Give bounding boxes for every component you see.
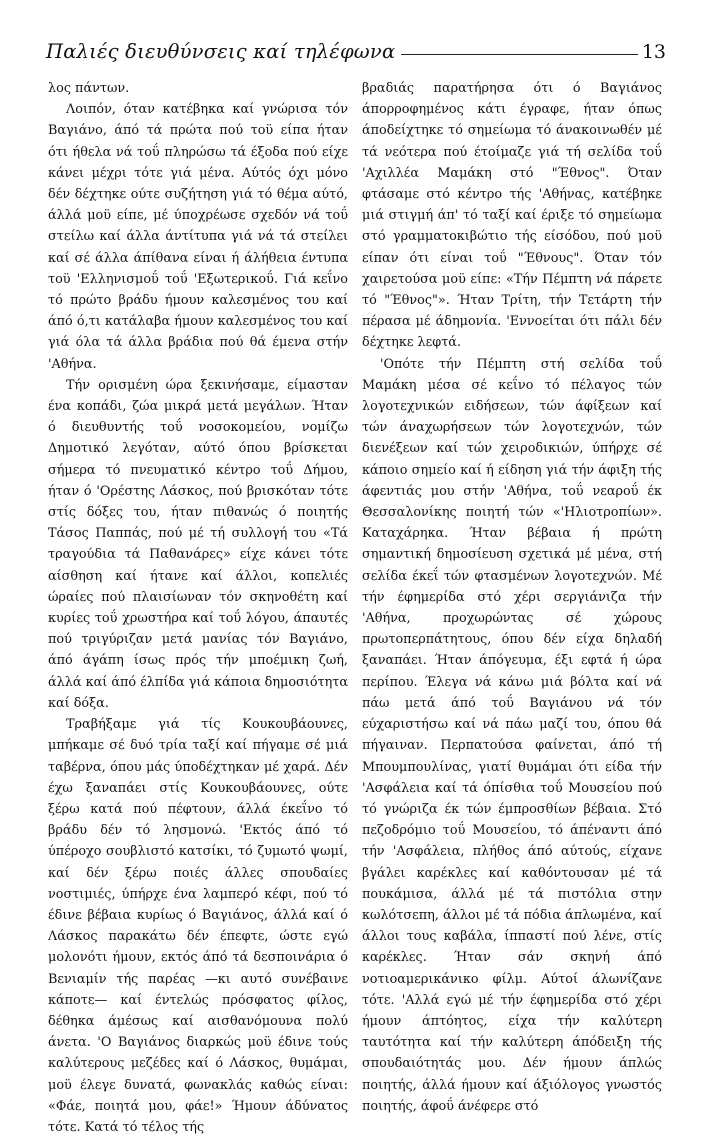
left-column (48, 78, 348, 1138)
paragraph: λος πάντων. (48, 81, 130, 96)
paragraph: 'Οπότε τήν Πέμπτη στή σελίδα τοΰ Μαμάκη μέσα σέ κεΐνο τό πέλαγος τών λογοτεχνικών ειδήσεων, τών άφίξεων καί τών άναχωρήσεων τών λογοτεχνών, τών διενέξεων καί τών χειροδικιών, ύπήρχε σέ κάποιο σημείο καί ή είδηση γιά τήν άφιξη τής άφεντιάς μου στήν 'Αθήνα, τοΰ νεαροΰ έκ Θεσσαλονίκης ποιητή τών «'Ηλιοτροπίων». Καταχάρηκα. Ήταν βέβαια ή πρώτη σημαντική δημοσίευση σχετικά μέ μένα, στή σελίδα έκεΐ τών φτασμένων λογοτεχνών. Μέ τήν έφημερίδα στό χέρι σεργιάνιζα τήν 'Αθήνα, προχωρώντας σέ χώρους πρωτοπερπάτητους, όπου δέν είχα δηλαδή ξαναπάει. Ήταν άπόγευμα, έξι εφτά ή ώρα περίπου. Έλεγα νά κάνω μιά βόλτα καί νά πάω μετά άπό τοΰ Βαγιάνου νά τόν εύχαριστήσω καί νά πάω μαζί του, όπου θά πήγαιναν. Περπατούσα φαίνεται, άπό τή Μπουμπουλίνας, γιατί θυμάμαι ότι είδα τήν 'Ασφάλεια καί τά όπίσθια τοΰ Μουσείου πού τό γνώριζα έκ τών έμπροσθίων βέβαια. Στό πεζοδρόμιο τοΰ Μουσείου, τό άπέναντι άπό τήν 'Ασφάλεια, πλήθος άπό αύτούς, είχανε βγάλει καρέκλες καί καθόντουσαν μέ τά πουκάμισα, άλλά μέ τά πιστόλια στην κωλότσεπη, άλλοι μέ τά πόδια άπλωμένα, καί άλλοι τους καβάλα, ίππαστί πού λένε, στίς καρέκλες. Ήταν σάν σκηνή άπό νοτιοαμερικάνικο φίλμ. Αύτοί άλωνίζανε τότε. 'Αλλά εγώ μέ τήν έφημερίδα στό χέρι ήμουν άπτόητος, είχα τήν καλύτερη ταυτότητα καί τήν καλύτερη άπόδειξη τής σπουδαιότητάς μου. Δέν ήμουν άπλώς ποιητής, άλλά ήμουν καί άξιόλογος γνωστός ποιητής, άφοΰ άνέφερε στό (362, 356, 662, 1114)
paragraph: βραδιάς παρατήρησα ότι ό Βαγιάνος άπορροφημένος κάτι έγραφε, ήταν όπως άποδείχτηκε τό σημείωμα τό άνακοινωθέν μέ τά νεότερα πού έτοίμαζε γιά τή σελίδα τοΰ 'Αχιλλέα Μαμάκη στό "Έθνος". Όταν φτάσαμε στό κέντρο τής 'Αθήνας, κατέβηκε μιά στιγμή άπ' τό ταξί καί έριξε τό σημείωμα στό γραμματοκιβώτιο τής είσόδου, πού μοϋ είπαν ότι είναι τοΰ "Έθνους". Όταν τόν χαιρετούσα μοϋ είπε: «Τήν Πέμπτη νά πάρετε τό "Έθνος"». Ήταν Τρίτη, τήν Τετάρτη τήν πέρασα μέ άδημονία. 'Εννοείται ότι πάλι δέν δέχτηκε λεφτά. (362, 81, 662, 351)
running-header (46, 40, 666, 63)
page-number: 13 (641, 41, 666, 63)
right-column (362, 78, 662, 1117)
paragraph: Λοιπόν, όταν κατέβηκα καί γνώρισα τόν Βαγιάνο, άπό τά πρώτα πού τοϋ είπα ήταν ότι ήθελα νά τοΰ πληρώσω τά έξοδα πού είχε κάνει μέχρι τότε γιά μένα. Αύτός όχι μόνο δέν δέχτηκε ούτε συζήτηση γιά τό θέμα αύτό, άλλά μοϋ είπε, μέ ύποχρέωσε σχεδόν νά τοΰ στείλω καί άλλα άντίτυπα γιά νά τά στείλει καί σέ άλλα άπίθανα είναι ή άλήθεια έντυπα τοϋ 'Ελληνισμοΰ τοΰ 'Εξωτερικοΰ. Γιά κεΐνο τό πρώτο βράδυ ήμουν καλεσμένος του καί άπό ό,τι κατάλαβα ήμουν καλεσμένος του καί γιά όλα τά άλλα βράδια πού θά έμενα στήν 'Αθήνα. (48, 102, 348, 372)
paragraph: Τραβήξαμε γιά τίς Κουκουβάουνες, μπήκαμε σέ δυό τρία ταξί καί πήγαμε σέ μιά ταβέρνα, όπου μάς ύποδέχτηκαν μέ χαρά. Δέν έχω ξαναπάει στίς Κουκουβάουνες, ούτε ξέρω κατά πού πέφτουν, άλλά έκεΐνο τό βράδυ δέν τό λησμονώ. 'Εκτός άπό τό ύπέροχο σουβλιστό κατσίκι, τό ζυμωτό ψωμί, καί δέν ξέρω ποιές άλλες σπουδαίες νοστιμιές, ύπήρχε ένα λαμπερό κέφι, πού τό έδινε βέβαια κυρίως ό Βαγιάνος, άλλά καί ό Λάσκος παρακάτω δέν έπεφτε, ώστε εγώ μολονότι ήμουν, εκτός άπό τά δεσποινάρια ό Βενιαμίν τής παρέας —κι αυτό συνέβαινε κάποτε— καί έντελώς πρόσφατος φίλος, δέθηκα άμέσως καί αισθανόμουνα πολύ άνετα. 'Ο Βαγιάνος διαρκώς μοϋ έδινε τούς καλύτερους μεζέδες καί ό Λάσκος, θυμάμαι, μοϋ έλεγε δυνατά, φωνακλάς καθώς είναι: «Φάε, ποιητά μου, φάε!» Ήμουν άδύνατος τότε. Κατά τό τέλος τής (48, 717, 348, 1135)
header-rule (401, 54, 637, 55)
paragraph: Τήν ορισμένη ώρα ξεκινήσαμε, είμασταν ένα κοπάδι, ζώα μικρά μετά μεγάλων. Ήταν ό διευθυντής τοΰ νοσοκομείου, νομίζω Δημοτικό λεγόταν, αύτό όπου βρίσκεται σήμερα τό πνευματικό κέντρο τοΰ Δήμου, ήταν ό 'Ορέστης Λάσκος, πού βρισκόταν τότε στίς δόξες του, ήταν πιθανώς ό ποιητής Τάσος Παππάς, πού μέ τή συλλογή του «Τά τραγούδια τά Παθανάρες» είχε κάνει τότε αίσθηση καί ήτανε καί άλλοι, κοπελιές ώραίες πού πλαισίωναν τόν σκηνοθέτη καί κυρίες τοΰ χρωστήρα καί τοΰ λόγου, άπαυτές πού τριγύριζαν μετά μανίας τόν Βαγιάνο, άπό άγάπη ίσως πρός τήν μποέμικη ζωή, άλλά καί άπό έλπίδα γιά κάποια δημοσιότητα καί δόξα. (48, 377, 348, 711)
running-title: Παλιές διευθύνσεις καί τηλέφωνα (46, 40, 396, 63)
